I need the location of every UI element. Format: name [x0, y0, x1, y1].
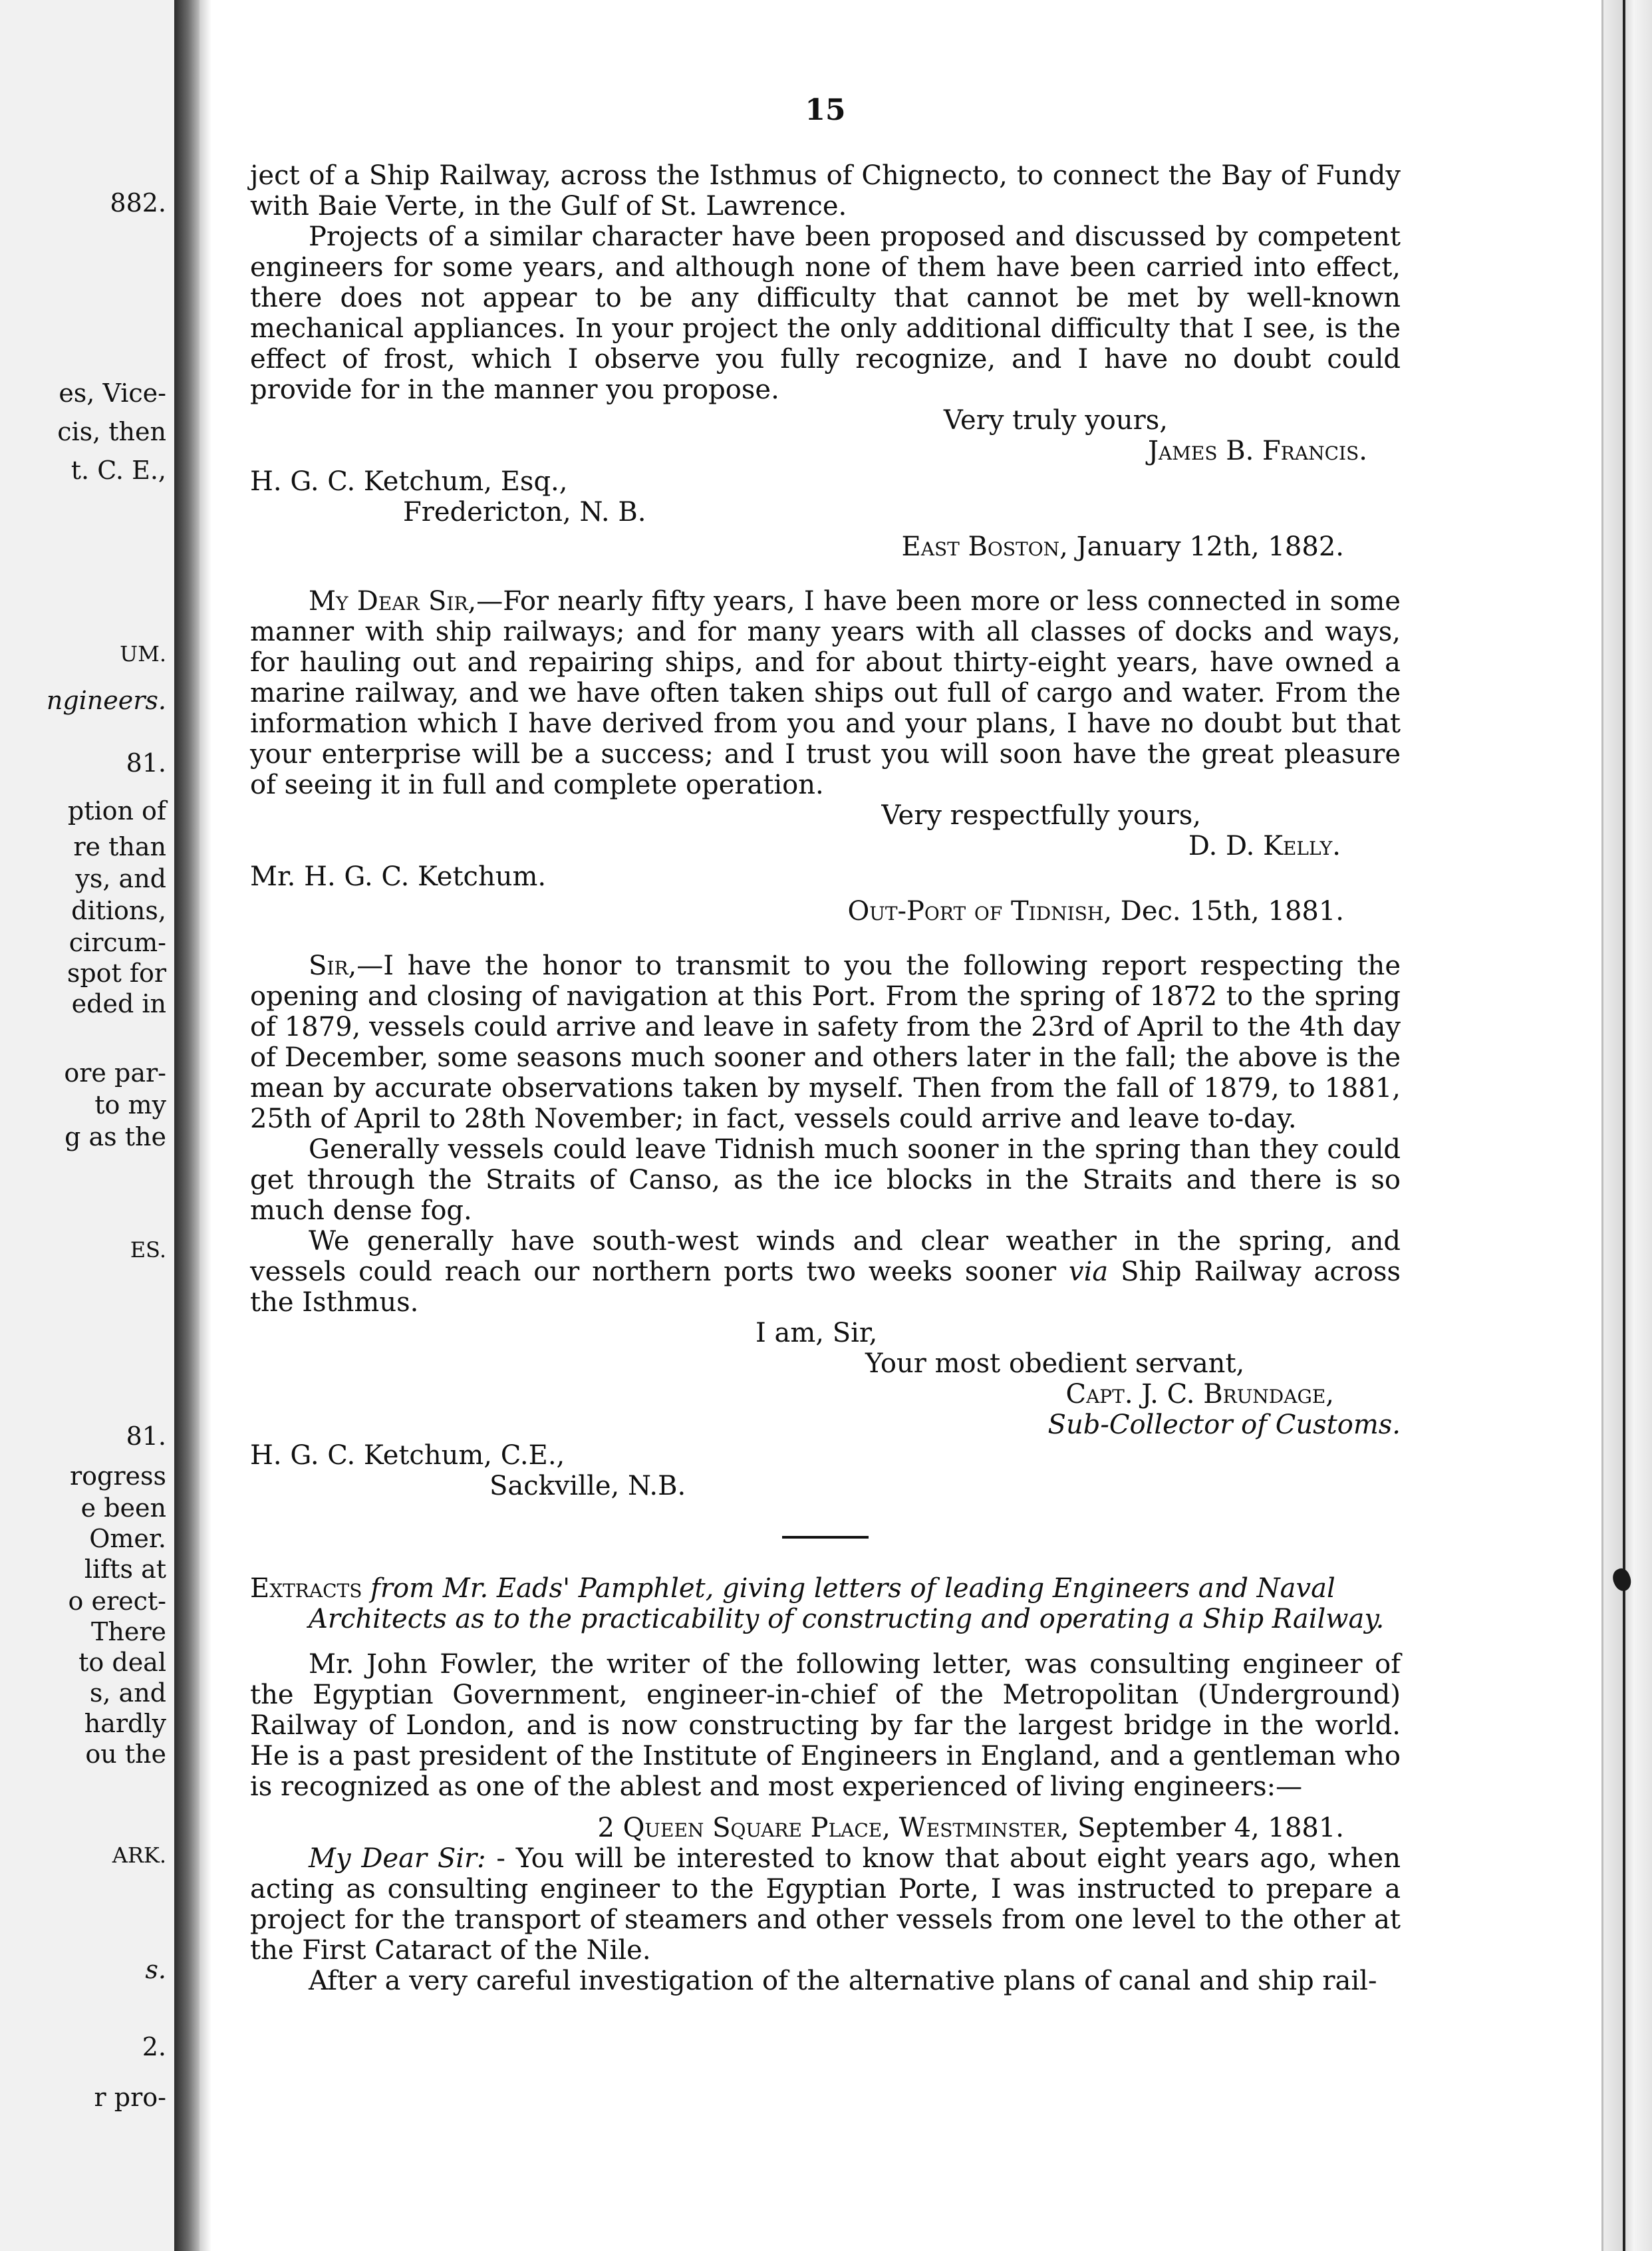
francis-paragraph-2: Projects of a similar character have been proposed and discussed by competent engineers for some years, and although none of them have been carried into effect, there does not appear to be any difficulty that cannot be met by well-known mechanical appliances. In your project the only additional difficulty that I see, is the effect of frost, which I observe you fully recognize, and I have no doubt could provide for in the manner you propose.	[250, 222, 1401, 405]
kelly-addressee: Mr. H. G. C. Ketchum.	[250, 861, 547, 892]
brundage-paragraph-3	[250, 1226, 1401, 1318]
brundage-addressee-name: H. G. C. Ketchum, C.E.,	[250, 1440, 565, 1471]
previous-page-fragment: ption of	[67, 796, 166, 825]
brundage-closing-1: I am, Sir,	[756, 1318, 878, 1348]
fowler-paragraph-1-text: - You will be interested to know that about eight years ago, when acting as consulting engineer to the Egyptian Porte, I was instructed to prepare a project for the transport of steamers and other vessels from one level to the other at the First Cataract of the Nile.	[250, 1843, 1401, 1966]
brundage-paragraph-1	[250, 951, 1401, 1134]
previous-page-fragment: circum-	[69, 928, 166, 957]
francis-addressee-place: Fredericton, N. B.	[403, 497, 646, 527]
previous-page-fragment: ditions,	[71, 896, 166, 925]
kelly-body-text: —For nearly fifty years, I have been more or less connected in some manner with ship railways; and for many years with all classes of docks and ways, for hauling out and repairing ships, and for about thirty-eight years, have owned a marine railway, and we have often taken ships out full of cargo and water. From the information which I have derived from you and your plans, I have no doubt but that your enterprise will be a success; and I trust you will soon have the great pleasure of seeing it in full and complete operation.	[250, 586, 1401, 800]
kelly-dateline-place: East Boston,	[901, 531, 1068, 562]
previous-page-fragment: There	[91, 1617, 166, 1646]
letter-kelly	[250, 531, 1401, 892]
previous-page-fragment: hardly	[84, 1709, 166, 1738]
previous-page-fragment: eded in	[71, 989, 166, 1018]
brundage-dateline-place: Out-Port of Tidnish,	[847, 896, 1113, 927]
previous-page-fragment: ore par-	[64, 1058, 166, 1088]
kelly-salutation: My Dear Sir,	[309, 586, 477, 617]
francis-addressee-name: H. G. C. Ketchum, Esq.,	[250, 466, 568, 497]
brundage-paragraph-1-text: —I have the honor to transmit to you the following report respecting the opening and closing of navigation at this Port. From the spring of 1872 to the spring of 1879, vessels could arrive and leave in safety from the 23rd of April to the 4th day of December, some seasons much sooner and others later in the fall; the above is the mean by accurate observations taken by myself. Then from the fall of 1879, to 1881, 25th of April to 28th November; in fact, vessels could arrive and leave to-day.	[250, 951, 1401, 1134]
previous-page-fragment: e been	[80, 1493, 166, 1523]
brundage-addressee-place: Sackville, N.B.	[489, 1471, 686, 1501]
brundage-dateline-date: Dec. 15th, 1881.	[1120, 896, 1344, 927]
previous-page-fragment: Omer.	[89, 1524, 166, 1553]
fowler-paragraph-1	[250, 1843, 1401, 1966]
fowler-dateline-date: September 4, 1881.	[1077, 1813, 1344, 1843]
previous-page-fragment: ou the	[85, 1739, 166, 1769]
page-edge-line	[1623, 0, 1625, 2251]
kelly-closing: Very respectfully yours,	[881, 800, 1201, 831]
brundage-salutation: Sir,	[309, 951, 357, 981]
previous-page-fragment: to deal	[78, 1648, 166, 1677]
previous-page-fragment: ARK.	[112, 1843, 166, 1868]
previous-page-fragment: lifts at	[84, 1555, 166, 1584]
fowler-dateline-place: 2 Queen Square Place, Westminster,	[597, 1813, 1069, 1843]
kelly-dateline	[250, 531, 1401, 562]
previous-page-fragment: 81.	[126, 748, 166, 778]
extracts-lead: Extracts	[250, 1573, 362, 1604]
kelly-dateline-date: January 12th, 1882.	[1076, 531, 1344, 562]
extracts-heading-line-1	[250, 1573, 1401, 1604]
previous-page-fragment: spot for	[67, 959, 166, 988]
previous-page-fragment: cis, then	[57, 417, 166, 446]
brundage-p3-after: Ship Railway across the Isthmus.	[250, 1257, 1401, 1318]
brundage-title: Sub-Collector of Customs.	[1047, 1410, 1401, 1440]
brundage-closing-2: Your most obedient servant,	[865, 1348, 1245, 1379]
previous-page-fragment: o erect-	[68, 1586, 166, 1616]
previous-page-strip	[0, 0, 174, 2251]
book-gutter	[174, 0, 200, 2251]
previous-page-fragment: 2.	[142, 2032, 166, 2061]
fowler-dateline	[250, 1813, 1401, 1843]
previous-page-fragment: re than	[73, 832, 166, 861]
fowler-salutation: My Dear Sir:	[309, 1843, 486, 1874]
letter-francis	[250, 160, 1401, 527]
gutter-shadow	[200, 0, 211, 2251]
page-right-edge	[1601, 0, 1652, 2251]
previous-page-fragment: ES.	[130, 1237, 166, 1263]
previous-page-fragment: UM.	[120, 641, 166, 667]
previous-page-fragment: t. C. E.,	[70, 456, 166, 485]
brundage-paragraph-2: Generally vessels could leave Tidnish much sooner in the spring than they could get through the Straits of Canso, as the ice blocks in the Straits and there is so much dense fog.	[250, 1134, 1401, 1226]
previous-page-fragment: g as the	[65, 1122, 166, 1151]
letter-fowler	[250, 1813, 1401, 1996]
previous-page-fragment: es, Vice-	[59, 378, 166, 408]
extracts-section	[250, 1573, 1401, 1802]
fowler-paragraph-2: After a very careful investigation of the alternative plans of canal and ship rail-	[309, 1966, 1377, 1996]
brundage-p3-via: via	[1069, 1257, 1109, 1287]
page-content	[250, 93, 1401, 1996]
previous-page-fragment: rogress	[69, 1461, 166, 1491]
brundage-dateline	[250, 896, 1401, 927]
francis-paragraph-1: ject of a Ship Railway, across the Isthmus of Chignecto, to connect the Bay of Fundy with Baie Verte, in the Gulf of St. Lawrence.	[250, 160, 1401, 222]
previous-page-fragment: ngineers.	[46, 686, 166, 715]
previous-page-fragment: 81.	[126, 1422, 166, 1451]
kelly-body	[250, 586, 1401, 800]
kelly-signature: D. D. Kelly.	[1188, 831, 1341, 861]
previous-page-fragment: 882.	[110, 188, 166, 218]
letter-brundage	[250, 896, 1401, 1501]
previous-page-fragment: r pro-	[94, 2083, 166, 2112]
brundage-p3-before: We generally have south-west winds and clear weather in the spring, and vessels could reach our northern ports two weeks sooner	[250, 1226, 1401, 1287]
previous-page-fragment: s.	[145, 1955, 166, 1984]
extracts-heading-1-text: from Mr. Eads' Pamphlet, giving letters of leading Engineers and Naval	[370, 1573, 1335, 1604]
extracts-heading-line-2: Architects as to the practicability of constructing and operating a Ship Railway.	[309, 1604, 1385, 1634]
previous-page-fragment: ys, and	[75, 864, 166, 893]
previous-page-fragment: to my	[94, 1090, 166, 1120]
previous-page-fragment: s, and	[89, 1678, 166, 1708]
francis-closing: Very truly yours,	[943, 405, 1168, 436]
extracts-intro: Mr. John Fowler, the writer of the following letter, was consulting engineer of the Egyptian Government, engineer-in-chief of the Metropolitan (Underground) Railway of London, and is now constructing by far the largest bridge in the world. He is a past president of the Institute of Engineers in England, and a gentleman who is recognized as one of the ablest and most experienced of living engineers:—	[250, 1649, 1401, 1802]
page-number: 15	[805, 93, 846, 127]
francis-signature: James B. Francis.	[1147, 436, 1367, 466]
brundage-signature: Capt. J. C. Brundage,	[1065, 1379, 1334, 1410]
